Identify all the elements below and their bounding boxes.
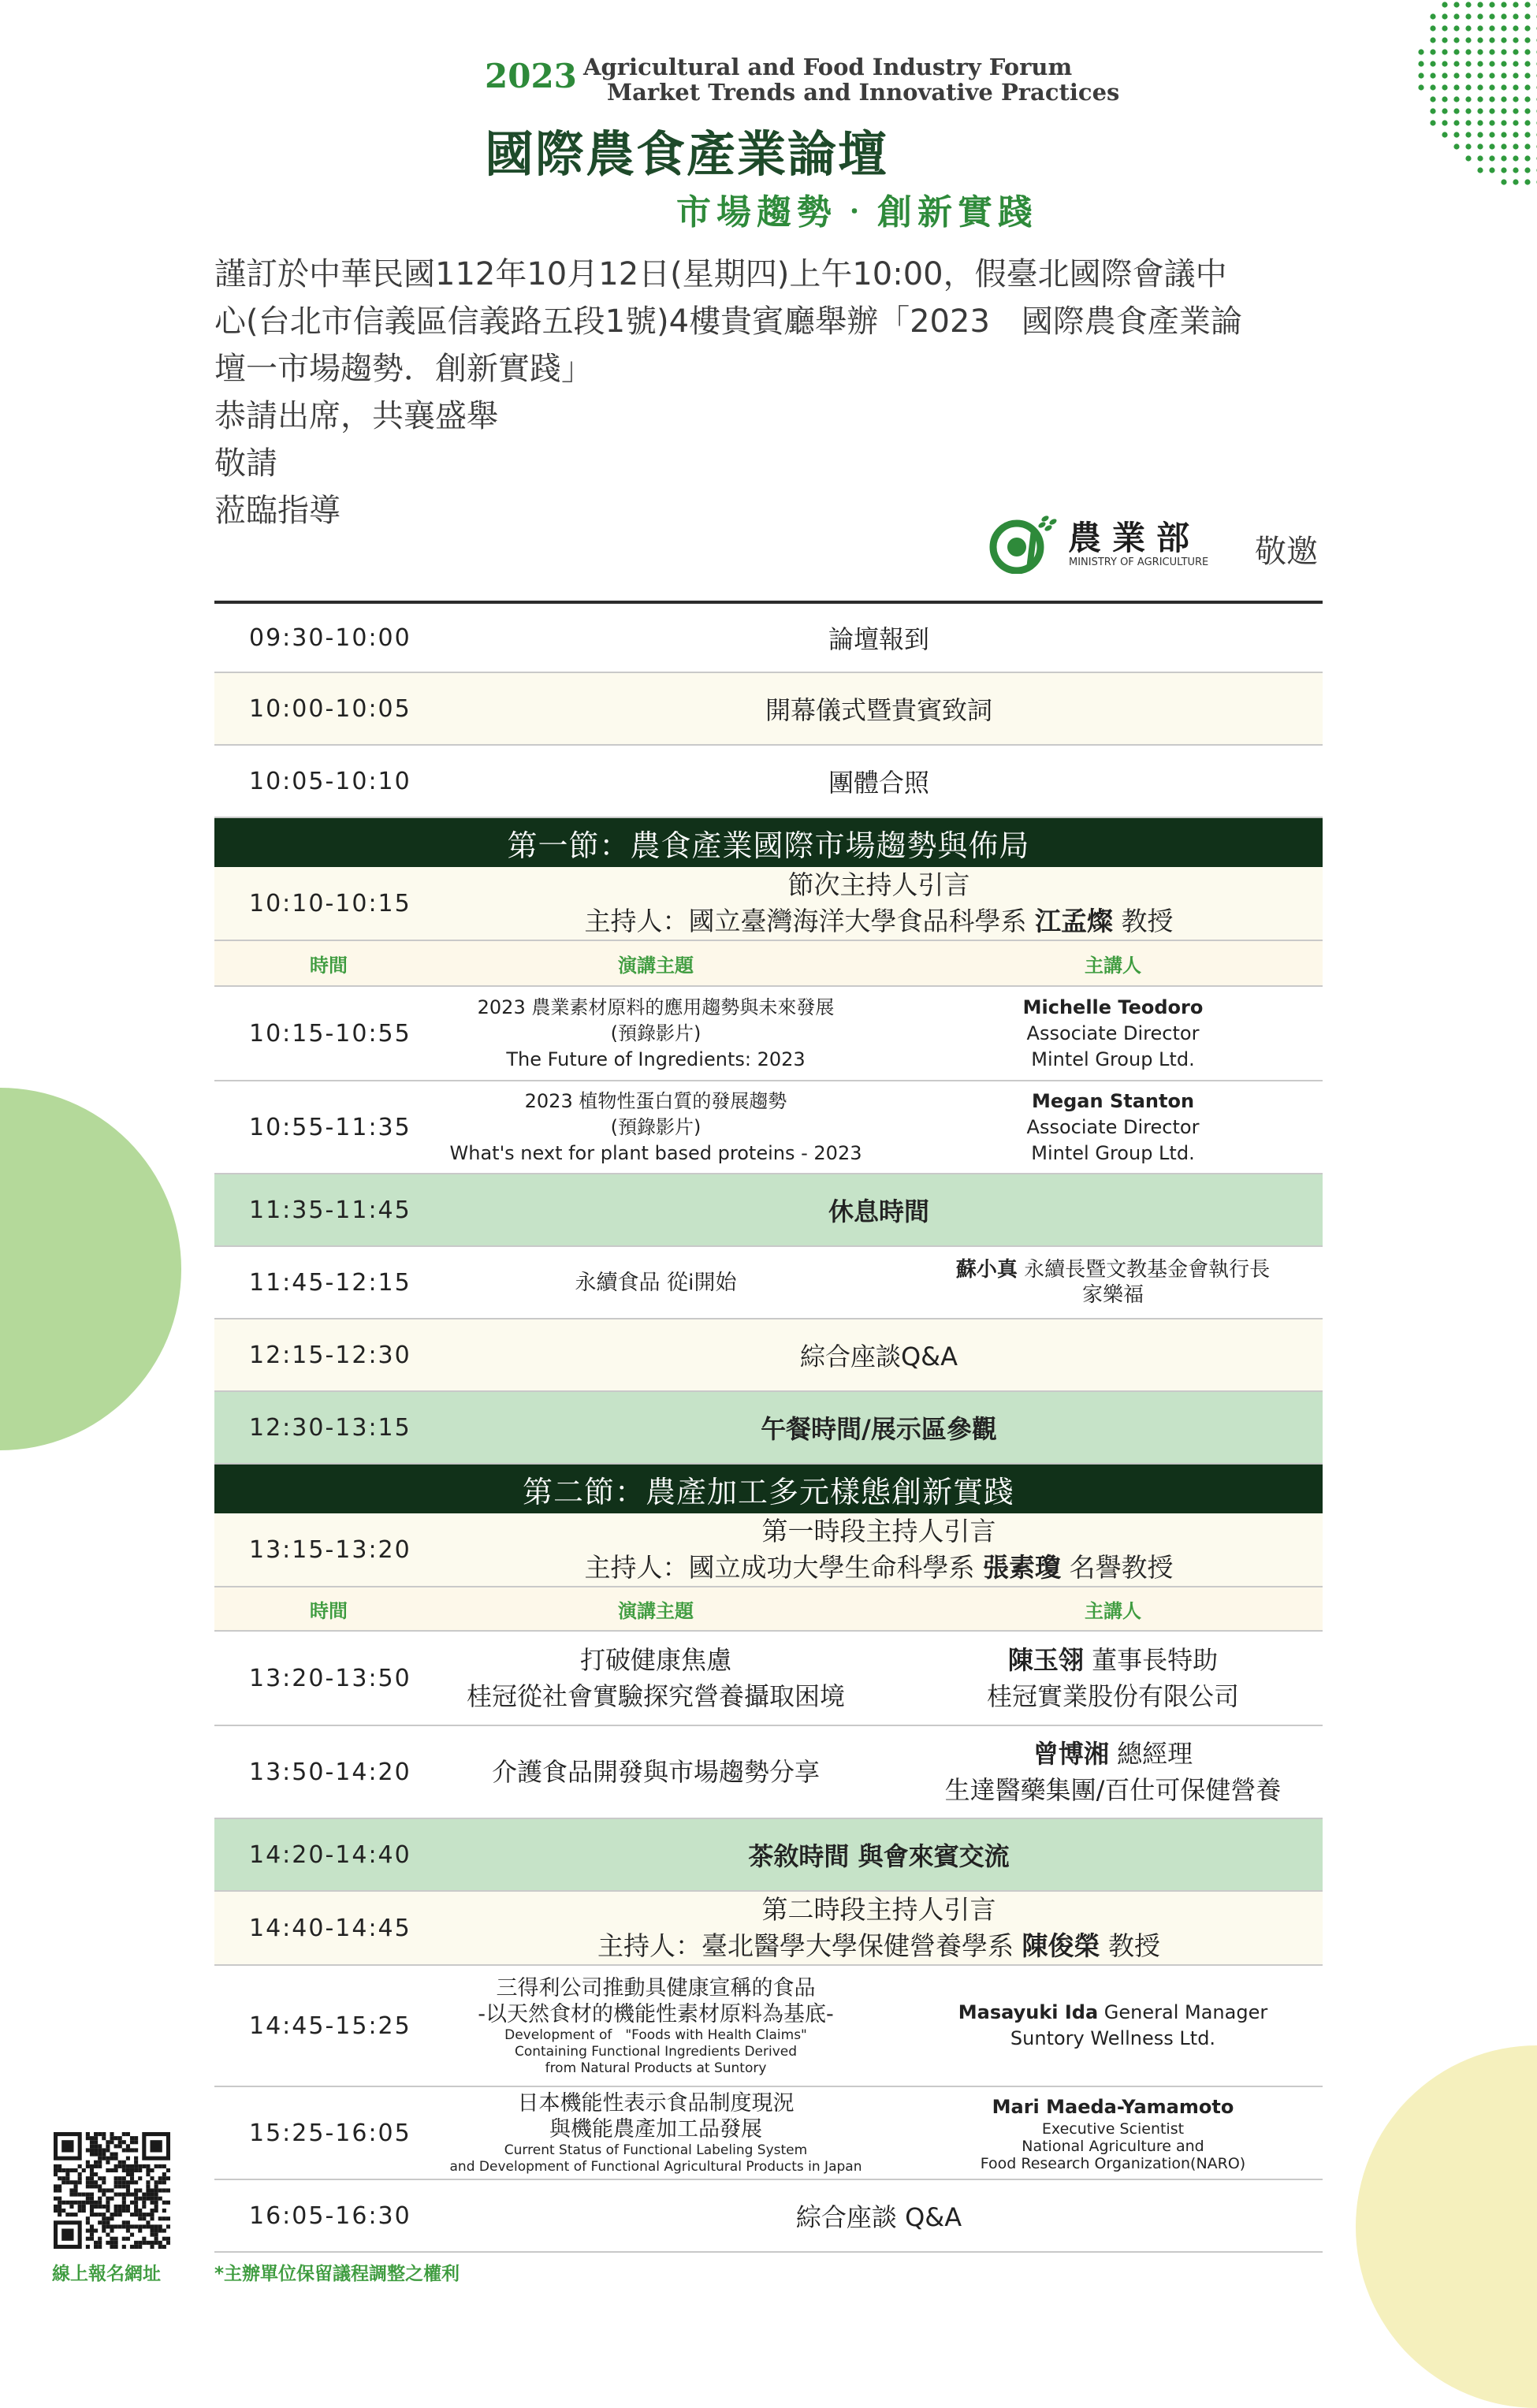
moderator-affiliation: 主持人：臺北醫學大學保健營養學系 [597, 1930, 1022, 1961]
agenda-time: 10:05-10:10 [249, 767, 411, 795]
agenda-title: 論壇報到 [828, 624, 929, 654]
speaker-name: 陳玉翎 [1007, 1645, 1084, 1675]
section-header [214, 1465, 1323, 1513]
speaker-line [1008, 1642, 1218, 1678]
moderator-line [585, 1550, 1174, 1586]
speaker-name: 蘇小真 [955, 1258, 1018, 1282]
moderator-line [585, 903, 1174, 940]
green-circle-decoration [0, 1088, 181, 1450]
invitation-line: 恭請出席，共襄盛舉 [214, 398, 498, 434]
moderator-title: 教授 [1100, 1930, 1160, 1961]
break-title: 茶敘時間 與會來賓交流 [748, 1841, 1010, 1871]
agenda-time: 13:50-14:20 [249, 1758, 411, 1786]
agenda-row [214, 1632, 1323, 1726]
agenda-row [214, 1247, 1323, 1319]
talk-topic [419, 1632, 892, 1725]
moderator-line [597, 1928, 1160, 1964]
speaker-org: 生達醫藥集團/百仕可保健營養 [944, 1775, 1282, 1805]
agenda-time: 12:15-12:30 [249, 1341, 411, 1369]
agenda-title: 綜合座談 Q&A [795, 2202, 962, 2232]
agenda-time: 11:45-12:15 [249, 1268, 411, 1297]
agenda-row [214, 1319, 1323, 1392]
moderator-name: 陳俊榮 [1022, 1930, 1100, 1961]
agenda-row [214, 1726, 1323, 1819]
talk-topic [419, 1081, 892, 1173]
agenda-time: 11:35-11:45 [249, 1196, 411, 1224]
invite-word: 敬邀 [1255, 534, 1318, 570]
topic-note: (預錄影片) [610, 1115, 702, 1138]
topic-en: Current Status of Functional Labeling System [504, 2142, 808, 2158]
agenda-time: 10:55-11:35 [249, 1113, 411, 1141]
agenda-title: 開幕儀式暨貴賓致詞 [765, 695, 992, 725]
moderator-intro [435, 1513, 1323, 1586]
agenda-time: 15:25-16:05 [249, 2119, 411, 2147]
moderator-name: 張素瓊 [983, 1552, 1061, 1583]
forum-subtitle-zh: 市場趨勢‧創新實踐 [676, 192, 1038, 233]
section-title: 第一節：農食產業國際市場趨勢與佈局 [507, 828, 1030, 863]
forum-year: 2023 [485, 57, 577, 95]
speaker-title: Executive Scientist [1041, 2120, 1185, 2138]
ministry-name-zh: 農業部 [1068, 519, 1201, 557]
agenda-row [214, 1892, 1323, 1966]
ministry-emblem-icon [985, 514, 1064, 574]
break-row [214, 1819, 1323, 1892]
topic-zh: -以天然食材的機能性素材原料為基底- [478, 2001, 834, 2027]
agenda-time: 14:20-14:40 [249, 1840, 411, 1869]
speaker-name: Michelle Teodoro [1022, 996, 1204, 1018]
agenda-time: 10:10-10:15 [249, 889, 411, 917]
agenda-title: 綜合座談Q&A [799, 1342, 958, 1371]
topic-zh: 2023 植物性蛋白質的發展趨勢 [524, 1089, 787, 1112]
agenda-row [214, 2087, 1323, 2180]
speaker-org: National Agriculture and [1022, 2137, 1204, 2155]
speaker-line [958, 2000, 1267, 2026]
invitation-text [214, 251, 1334, 534]
speaker-info [908, 1632, 1318, 1725]
label-topic: 演講主題 [618, 1599, 694, 1622]
speaker-title: Associate Director [1026, 1022, 1200, 1044]
footer-note: *主辦單位保留議程調整之權利 [214, 2264, 460, 2284]
topic-en: What's next for plant based proteins - 2023 [449, 1141, 862, 1164]
speaker-org: Mintel Group Ltd. [1031, 1141, 1195, 1164]
agenda-title: 團體合照 [828, 768, 929, 798]
agenda-row [214, 1513, 1323, 1587]
label-time: 時間 [310, 954, 348, 977]
topic-en: from Natural Products at Suntory [545, 2060, 767, 2076]
speaker-title: 永續長暨文教基金會執行長 [1017, 1258, 1271, 1282]
agenda-row [214, 2180, 1323, 2253]
agenda-time: 13:20-13:50 [249, 1664, 411, 1692]
topic-zh: 介護食品開發與市場趨勢分享 [491, 1757, 820, 1787]
speaker-org: 桂冠實業股份有限公司 [986, 1681, 1239, 1711]
speaker-org: Suntory Wellness Ltd. [1010, 2027, 1216, 2049]
topic-en: Containing Functional Ingredients Derived [514, 2043, 798, 2060]
label-time: 時間 [310, 1599, 348, 1622]
moderator-intro-label: 節次主持人引言 [787, 869, 970, 900]
moderator-affiliation: 主持人：國立成功大學生命科學系 [584, 1552, 983, 1583]
speaker-name: Megan Stanton [1031, 1089, 1195, 1112]
label-topic: 演講主題 [618, 954, 694, 977]
topic-zh: 打破健康焦慮 [579, 1645, 731, 1675]
speaker-info [908, 1247, 1318, 1318]
section-title: 第二節：農產加工多元樣態創新實踐 [522, 1474, 1014, 1509]
moderator-title: 教授 [1113, 906, 1174, 936]
forum-title-en-line2: Market Trends and Innovative Practices [607, 79, 1120, 106]
speaker-line [956, 1257, 1270, 1282]
speaker-info [908, 2087, 1318, 2179]
talk-topic [419, 987, 892, 1080]
ministry-name-en: MINISTRY OF AGRICULTURE [1069, 556, 1209, 568]
break-title: 午餐時間/展示區參觀 [761, 1414, 997, 1444]
moderator-affiliation: 主持人：國立臺灣海洋大學食品科學系 [584, 906, 1035, 936]
topic-zh: 桂冠從社會實驗探究營養攝取困境 [466, 1681, 845, 1711]
moderator-name: 江孟燦 [1035, 906, 1113, 936]
topic-zh: 2023 農業素材原料的應用趨勢與未來發展 [477, 996, 835, 1018]
topic-en: Development of "Foods with Health Claims" [504, 2027, 807, 2043]
agenda-time: 12:30-13:15 [249, 1413, 411, 1442]
column-labels [214, 1587, 1323, 1632]
speaker-org: Food Research Organization(NARO) [980, 2154, 1246, 2172]
agenda-row [214, 746, 1323, 818]
moderator-intro-label: 第二時段主持人引言 [761, 1894, 996, 1925]
invitation-line: 壇一市場趨勢．創新實踐」 [214, 351, 593, 387]
invitation-line: 蒞臨指導 [214, 493, 341, 529]
ministry-logo [985, 511, 1222, 575]
speaker-name: Mari Maeda-Yamamoto [992, 2095, 1234, 2118]
agenda-time: 14:45-15:25 [249, 2012, 411, 2040]
speaker-info [908, 1081, 1318, 1173]
break-row [214, 1392, 1323, 1465]
invitation-line: 心(台北市信義區信義路五段1號)4樓貴賓廳舉辦「2023 國際農食產業論 [214, 303, 1242, 340]
agenda-row [214, 604, 1323, 673]
agenda-time: 13:15-13:20 [249, 1535, 411, 1564]
agenda-time: 10:00-10:05 [249, 694, 411, 723]
section-header [214, 818, 1323, 867]
moderator-title: 名譽教授 [1061, 1552, 1174, 1583]
speaker-info [908, 1966, 1318, 2086]
forum-title-zh: 國際農食產業論壇 [485, 125, 889, 183]
moderator-intro [435, 867, 1323, 940]
speaker-name: 曾博湘 [1033, 1739, 1109, 1769]
speaker-title: Associate Director [1026, 1115, 1200, 1138]
break-row [214, 1174, 1323, 1247]
agenda-time: 14:40-14:45 [249, 1914, 411, 1942]
speaker-line [1033, 1736, 1193, 1772]
invitation-line: 謹訂於中華民國112年10月12日(星期四)上午10:00，假臺北國際會議中 [214, 256, 1227, 292]
moderator-intro-label: 第一時段主持人引言 [761, 1516, 996, 1546]
column-labels [214, 941, 1323, 987]
topic-zh: 與機能農產加工品發展 [549, 2117, 762, 2142]
agenda-row [214, 987, 1323, 1081]
speaker-info [908, 987, 1318, 1080]
topic-zh: 永續食品 從i開始 [575, 1270, 737, 1295]
label-speaker: 主講人 [1085, 954, 1141, 977]
talk-topic [419, 2087, 892, 2179]
agenda-time: 10:15-10:55 [249, 1019, 411, 1048]
moderator-intro [435, 1892, 1323, 1964]
agenda-row [214, 1081, 1323, 1174]
registration-qr-code[interactable] [54, 2132, 170, 2249]
speaker-title: 董事長特助 [1083, 1645, 1219, 1675]
speaker-title: 總經理 [1108, 1739, 1193, 1769]
speaker-org: 家樂福 [1081, 1283, 1144, 1307]
break-title: 休息時間 [828, 1197, 929, 1226]
qr-caption: 線上報名網址 [52, 2264, 161, 2284]
topic-note: (預錄影片) [610, 1022, 702, 1044]
forum-title-en-line1: Agricultural and Food Industry Forum [583, 54, 1073, 80]
topic-zh: 日本機能性表示食品制度現況 [517, 2091, 795, 2116]
speaker-org: Mintel Group Ltd. [1031, 1048, 1195, 1070]
speaker-name: Masayuki Ida [958, 2001, 1099, 2023]
label-speaker: 主講人 [1085, 1599, 1141, 1622]
agenda-time: 16:05-16:30 [249, 2201, 411, 2230]
agenda-time: 09:30-10:00 [249, 623, 411, 652]
talk-topic [419, 1966, 892, 2086]
topic-zh: 三得利公司推動具健康宣稱的食品 [496, 1975, 816, 2000]
agenda-table [214, 601, 1323, 2253]
topic-en: The Future of Ingredients: 2023 [506, 1048, 806, 1070]
agenda-row [214, 1966, 1323, 2087]
yellow-circle-decoration [1356, 2045, 1537, 2408]
invitation-line: 敬請 [214, 445, 277, 482]
speaker-info [908, 1726, 1318, 1818]
agenda-row [214, 867, 1323, 941]
dot-pattern-decoration [1403, 0, 1537, 189]
speaker-title: General Manager [1098, 2001, 1268, 2023]
agenda-row [214, 673, 1323, 746]
topic-en: and Development of Functional Agricultural Products in Japan [449, 2159, 862, 2175]
